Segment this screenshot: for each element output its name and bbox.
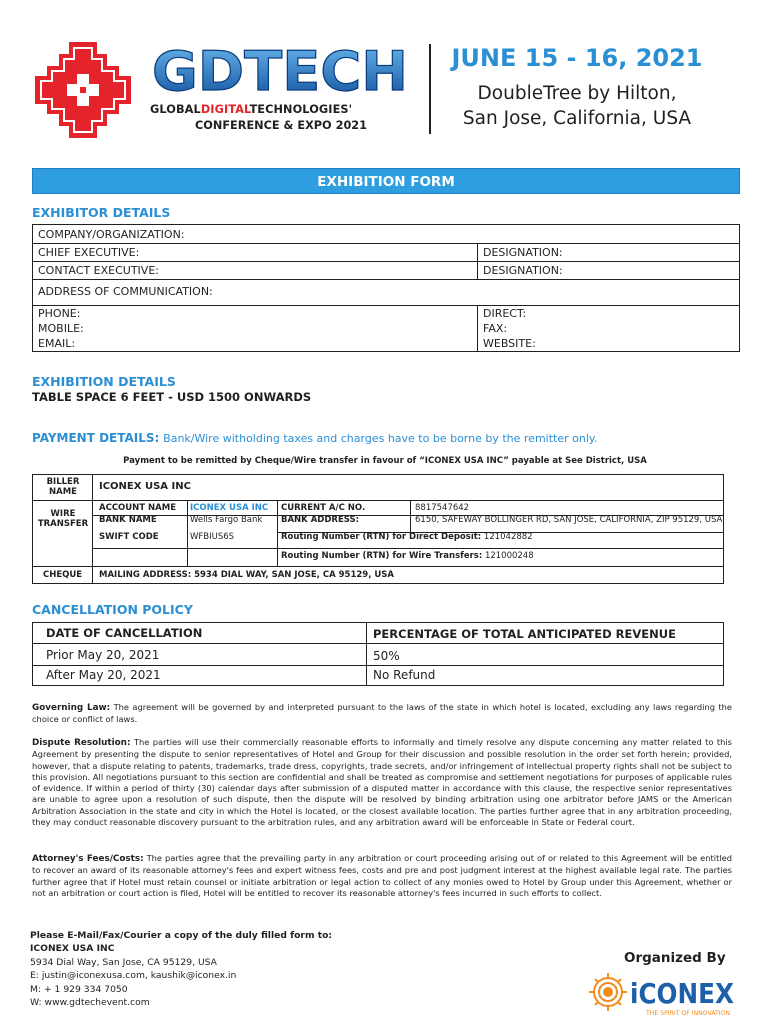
bank-address-value: 6150, SAFEWAY BOLLINGER RD, SAN JOSE, CALIFORNIA, ZIP 95129, USA bbox=[415, 515, 723, 525]
cancellation-date-header: DATE OF CANCELLATION bbox=[46, 626, 203, 640]
rtn-wire-transfer: Routing Number (RTN) for Wire Transfers: 121000248 bbox=[281, 551, 534, 561]
swift-code-label: SWIFT CODE bbox=[99, 532, 159, 542]
contact-executive-label: CONTACT EXECUTIVE: bbox=[38, 264, 159, 277]
event-date: JUNE 15 - 16, 2021 bbox=[451, 44, 703, 72]
submission-instruction: Please E-Mail/Fax/Courier a copy of the duly filled form to: bbox=[30, 930, 333, 941]
cancellation-row2-value: No Refund bbox=[373, 668, 436, 682]
event-venue: DoubleTree by Hilton, San Jose, California, USA bbox=[462, 83, 692, 129]
attorney-fees-paragraph: Attorney's Fees/Costs: The parties agree that the prevailing party in any arbitration or court proceeding arising out of or related to this Agreement will be entitled to recover an award of its reasonable attorney's fees and expert witness fees, costs and pre and post judgment interest at the highest available legal rate. The parties further agree that if Hotel must retain counsel or initiate arbitration or legal action to collect of any monies owed to Hotel by Group under this Agreement, whether or not an arbitration or court action is filed, Hotel will be entitled to recover its reasonable attorney's fees incurred in such efforts to collect. bbox=[32, 853, 733, 898]
payment-tax-note: Bank/Wire witholding taxes and charges have to be borne by the remitter only. bbox=[163, 432, 598, 445]
contact-mobile: M: + 1 929 334 7050 bbox=[30, 983, 128, 995]
website-label: WEBSITE: bbox=[483, 337, 536, 350]
company-label: COMPANY/ORGANIZATION: bbox=[38, 228, 185, 241]
payment-table bbox=[32, 474, 724, 584]
cancellation-percentage-header: PERCENTAGE OF TOTAL ANTICIPATED REVENUE bbox=[373, 627, 676, 641]
payment-details-heading: PAYMENT DETAILS: Bank/Wire witholding taxes and charges have to be borne by the remitter only. bbox=[32, 431, 598, 445]
exhibitor-details-table bbox=[32, 224, 740, 352]
wire-transfer-label: WIRE TRANSFER bbox=[37, 509, 89, 529]
exhibition-details-heading: EXHIBITION DETAILS bbox=[32, 374, 176, 389]
biller-name-value: ICONEX USA INC bbox=[99, 481, 191, 492]
current-ac-value: 8817547642 bbox=[415, 503, 470, 513]
cancellation-row1-date: Prior May 20, 2021 bbox=[46, 648, 160, 662]
cancellation-row1-value: 50% bbox=[373, 649, 400, 663]
account-name-label: ACCOUNT NAME bbox=[99, 503, 177, 513]
gdtech-cross-emblem bbox=[33, 40, 133, 140]
exhibitor-details-heading: EXHIBITOR DETAILS bbox=[32, 205, 171, 220]
account-name-value: ICONEX USA INC bbox=[190, 503, 269, 513]
header-divider bbox=[429, 44, 431, 134]
contact-company: ICONEX USA INC bbox=[30, 943, 115, 955]
form-title-banner: EXHIBITION FORM bbox=[32, 168, 740, 194]
conference-subtitle: CONFERENCE & EXPO 2021 bbox=[194, 119, 368, 132]
email-label: EMAIL: bbox=[38, 337, 76, 350]
direct-label: DIRECT: bbox=[483, 307, 527, 320]
iconex-logo bbox=[588, 970, 738, 1018]
cheque-mailing-address: MAILING ADDRESS: 5934 DIAL WAY, SAN JOSE, CA 95129, USA bbox=[99, 570, 394, 580]
iconex-tagline: THE SPIRIT OF INNOVATION bbox=[645, 1009, 731, 1017]
dispute-resolution-paragraph: Dispute Resolution: The parties will use their commercially reasonable efforts to informally and timely resolve any dispute concerning any matter related to this Agreement by presenting the dispute to senior representatives of Hotel and Group for their discussion and possible resolution in the order set forth herein; provided, however, that a dispute relating to patents, trademarks, trade dress, copyrights, trade secrets, and/or infringement of intellectual property rights shall not be subject to this provision. All negotiations pursuant to this section are confidential and shall be treated as compromise and settlement negotiations for purposes of applicable rules of evidence. If within a period of thirty (30) calendar days after submission of a disputed matter in accordance with this clause, the respective senior representatives are unable to agree upon a resolution of such dispute, then the dispute will be resolved by binding arbitration using one arbitrator before JAMS or the American Arbitration Association in the state and city in which the Hotel is located, or the closest available location. The parties further agree that in any arbitration proceeding, they may conduct reasonable discovery pursuant to the arbitration rules, and any arbitration award will be enforceable in State or Federal court. bbox=[32, 737, 732, 828]
bank-name-label: BANK NAME bbox=[99, 515, 157, 525]
address-label: ADDRESS OF COMMUNICATION: bbox=[38, 285, 213, 298]
biller-name-label: BILLER NAME bbox=[46, 477, 80, 497]
contact-address: 5934 Dial Way, San Jose, CA 95129, USA bbox=[30, 956, 217, 968]
cancellation-table bbox=[32, 622, 724, 686]
contact-email[interactable]: E: justin@iconexusa.com, kaushik@iconex.in bbox=[30, 970, 237, 982]
governing-law-paragraph: Governing Law: The agreement will be governed by and interpreted pursuant to the laws of the state in which hotel is located, excluding any laws regarding the choice or conflict of laws. bbox=[32, 702, 732, 725]
remittance-note: Payment to be remitted by Cheque/Wire transfer in favour of “ICONEX USA INC” payable at See District, USA bbox=[123, 456, 647, 466]
cancellation-row2-date: After May 20, 2021 bbox=[46, 668, 161, 682]
current-ac-label: CURRENT A/C NO. bbox=[281, 503, 366, 513]
contact-website[interactable]: W: www.gdtechevent.com bbox=[30, 997, 150, 1009]
phone-label: PHONE: bbox=[38, 307, 81, 320]
svg-text:GDTECH: GDTECH bbox=[152, 40, 408, 100]
table-space-price: TABLE SPACE 6 FEET - USD 1500 ONWARDS bbox=[32, 390, 312, 404]
organized-by-label: Organized By bbox=[624, 950, 726, 966]
cheque-label: CHEQUE bbox=[43, 570, 83, 580]
chief-executive-label: CHIEF EXECUTIVE: bbox=[38, 246, 140, 259]
swift-code-value: WFBIUS6S bbox=[190, 532, 235, 542]
contact-designation-label: DESIGNATION: bbox=[483, 264, 563, 277]
gdtech-logo bbox=[148, 40, 413, 100]
mobile-label: MOBILE: bbox=[38, 322, 84, 335]
cancellation-policy-heading: CANCELLATION POLICY bbox=[32, 602, 193, 617]
chief-designation-label: DESIGNATION: bbox=[483, 246, 563, 259]
contact-block bbox=[30, 929, 332, 1009]
bank-address-label: BANK ADDRESS: bbox=[281, 515, 360, 525]
bank-name-value: Wells Fargo Bank bbox=[190, 515, 263, 525]
conference-tagline: GLOBALDIGITALTECHNOLOGIES' bbox=[150, 103, 353, 116]
rtn-direct-deposit: Routing Number (RTN) for Direct Deposit: 121042882 bbox=[281, 532, 533, 542]
iconex-wordmark: iCONEX bbox=[630, 977, 735, 1010]
fax-label: FAX: bbox=[483, 322, 508, 335]
